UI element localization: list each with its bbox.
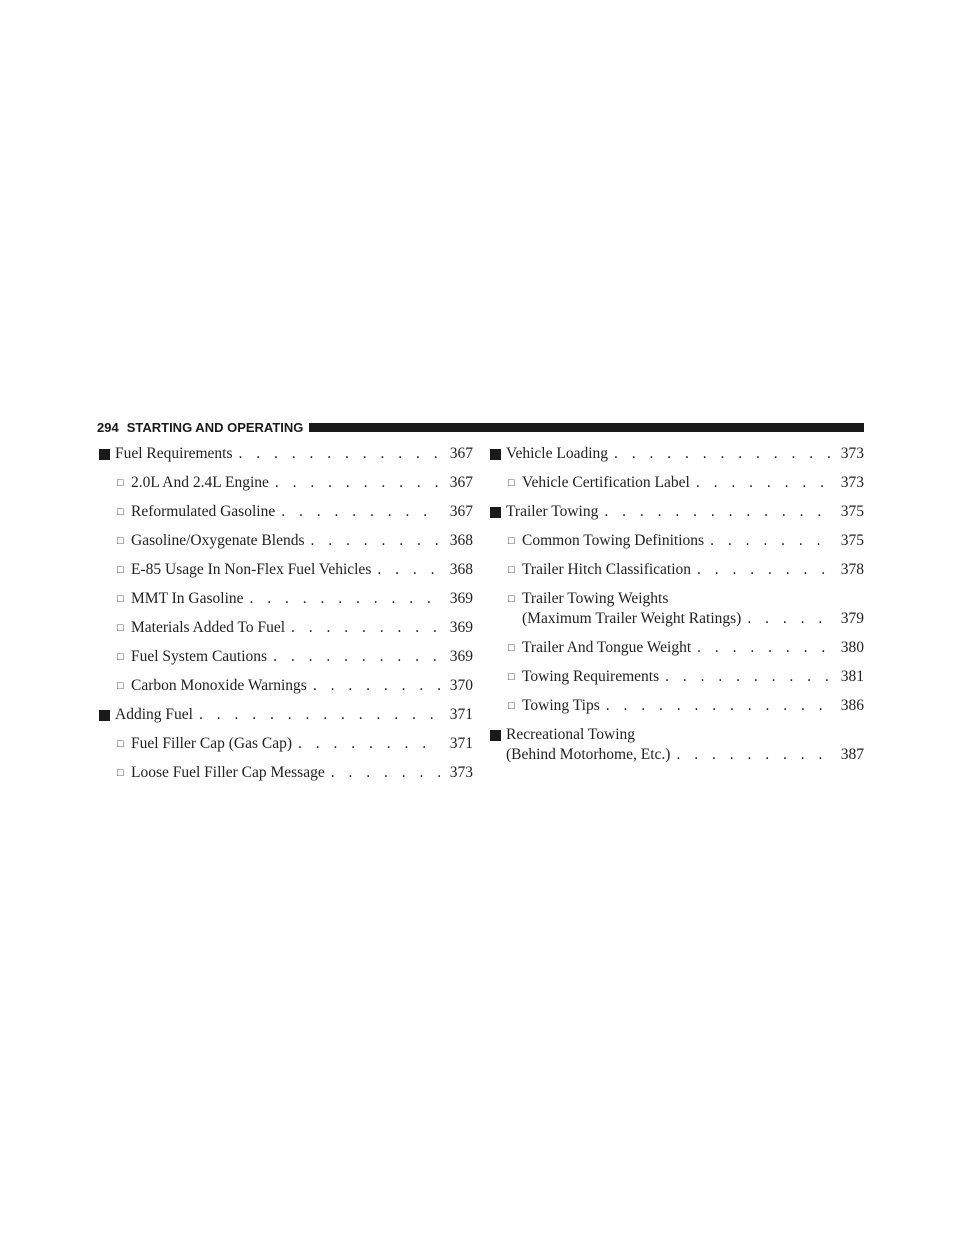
toc-left-column [99,440,473,783]
toc-entry-label: Towing Requirements [522,668,660,685]
toc-entry-page-number: 373 [840,445,864,462]
dot-leader [273,647,441,667]
hollow-square-bullet-icon: □ [508,564,515,576]
toc-subsection-entry[interactable] [99,763,473,783]
toc-entry-label: Towing Tips [522,697,600,714]
toc-entry-page-number: 387 [840,746,864,763]
hollow-square-bullet-icon: □ [117,506,124,518]
toc-entry-label: Gasoline/Oxygenate Blends [131,532,305,549]
dot-leader [747,609,832,629]
toc-entry-page-number: 371 [449,735,473,752]
toc-entry-label: MMT In Gasoline [131,590,244,607]
toc-entry-label: 2.0L And 2.4L Engine [131,474,269,491]
toc-entry-label: Trailer Towing [506,503,599,520]
dot-leader [310,531,441,551]
dot-leader [275,473,441,493]
toc-subsection-entry[interactable] [490,589,864,629]
toc-entry-page-number: 369 [449,619,473,636]
toc-entry-label: Vehicle Certification Label [522,474,690,491]
hollow-square-bullet-icon: □ [117,651,124,663]
hollow-square-bullet-icon: □ [508,535,515,547]
hollow-square-bullet-icon: □ [508,593,515,605]
toc-entry-page-number: 369 [449,590,473,607]
toc-entry-page-number: 378 [840,561,864,578]
toc-entry-page-number: 379 [840,610,864,627]
toc-right-column [490,440,864,765]
toc-entry-page-number: 370 [449,677,473,694]
toc-section-entry[interactable] [490,725,864,765]
toc-section-entry[interactable] [99,705,473,725]
toc-entry-page-number: 367 [449,445,473,462]
toc-entry-page-number: 375 [840,532,864,549]
dot-leader [697,638,832,658]
toc-entry-page-number: 368 [449,532,473,549]
dot-leader [313,676,441,696]
toc-entry-page-number: 371 [449,706,473,723]
hollow-square-bullet-icon: □ [117,738,124,750]
dot-leader [696,473,832,493]
toc-subsection-entry[interactable] [490,696,864,716]
toc-entry-label-line: Recreational Towing [506,726,636,743]
hollow-square-bullet-icon: □ [508,700,515,712]
dot-leader [604,502,832,522]
dot-leader [281,502,441,522]
toc-subsection-entry[interactable] [99,618,473,638]
filled-square-bullet-icon [99,449,110,460]
page-number: 294 [97,419,119,435]
toc-entry-label: Trailer And Tongue Weight [522,639,692,656]
section-title: STARTING AND OPERATING [126,419,304,435]
filled-square-bullet-icon [490,507,501,518]
hollow-square-bullet-icon: □ [117,622,124,634]
toc-entry-label: Trailer Hitch Classification [522,561,692,578]
toc-subsection-entry[interactable] [99,589,473,609]
toc-subsection-entry[interactable] [99,502,473,522]
hollow-square-bullet-icon: □ [117,477,124,489]
toc-entry-page-number: 367 [449,503,473,520]
toc-entry-label: Vehicle Loading [506,445,609,462]
toc-entry-page-number: 369 [449,648,473,665]
hollow-square-bullet-icon: □ [508,642,515,654]
toc-entry-label: Carbon Monoxide Warnings [131,677,307,694]
toc-subsection-entry[interactable] [99,734,473,754]
dot-leader [250,589,441,609]
toc-entry-label: Loose Fuel Filler Cap Message [131,764,325,781]
toc-entry-page-number: 380 [840,639,864,656]
toc-subsection-entry[interactable] [99,531,473,551]
toc-entry-label: Reformulated Gasoline [131,503,276,520]
toc-entry-label: Adding Fuel [115,706,193,723]
toc-section-entry[interactable] [490,444,864,464]
toc-subsection-entry[interactable] [99,676,473,696]
toc-entry-label: (Maximum Trailer Weight Ratings) [522,610,742,627]
toc-entry-label: (Behind Motorhome, Etc.) [506,746,671,763]
dot-leader [697,560,832,580]
filled-square-bullet-icon [490,449,501,460]
dot-leader [239,444,441,464]
hollow-square-bullet-icon: □ [117,564,124,576]
filled-square-bullet-icon [99,710,110,721]
header-rule [309,423,864,432]
dot-leader [298,734,441,754]
toc-entry-label: Common Towing Definitions [522,532,705,549]
toc-subsection-entry[interactable] [99,647,473,667]
dot-leader [710,531,832,551]
toc-subsection-entry[interactable] [490,473,864,493]
toc-entry-label-line: Trailer Towing Weights [522,590,669,607]
toc-entry-page-number: 368 [449,561,473,578]
page-header [97,416,864,438]
toc-entry-label: Fuel Requirements [115,445,233,462]
toc-subsection-entry[interactable] [490,638,864,658]
dot-leader [606,696,832,716]
toc-subsection-entry[interactable] [99,560,473,580]
toc-entry-label: Fuel Filler Cap (Gas Cap) [131,735,293,752]
hollow-square-bullet-icon: □ [508,477,515,489]
toc-entry-page-number: 386 [840,697,864,714]
dot-leader [199,705,441,725]
dot-leader [614,444,832,464]
toc-section-entry[interactable] [490,502,864,522]
dot-leader [665,667,832,687]
filled-square-bullet-icon [490,730,501,741]
dot-leader [377,560,441,580]
toc-subsection-entry[interactable] [490,560,864,580]
toc-section-entry[interactable] [99,444,473,464]
toc-entry-label: Materials Added To Fuel [131,619,286,636]
toc-subsection-entry[interactable] [490,531,864,551]
hollow-square-bullet-icon: □ [117,535,124,547]
toc-entry-page-number: 373 [840,474,864,491]
dot-leader [291,618,441,638]
dot-leader [331,763,441,783]
toc-entry-label: Fuel System Cautions [131,648,268,665]
hollow-square-bullet-icon: □ [508,671,515,683]
toc-entry-page-number: 373 [449,764,473,781]
toc-subsection-entry[interactable] [99,473,473,493]
hollow-square-bullet-icon: □ [117,593,124,605]
toc-entry-label: E-85 Usage In Non-Flex Fuel Vehicles [131,561,372,578]
toc-entry-page-number: 381 [840,668,864,685]
dot-leader [676,745,832,765]
toc-subsection-entry[interactable] [490,667,864,687]
toc-entry-page-number: 367 [449,474,473,491]
toc-entry-page-number: 375 [840,503,864,520]
hollow-square-bullet-icon: □ [117,680,124,692]
hollow-square-bullet-icon: □ [117,767,124,779]
